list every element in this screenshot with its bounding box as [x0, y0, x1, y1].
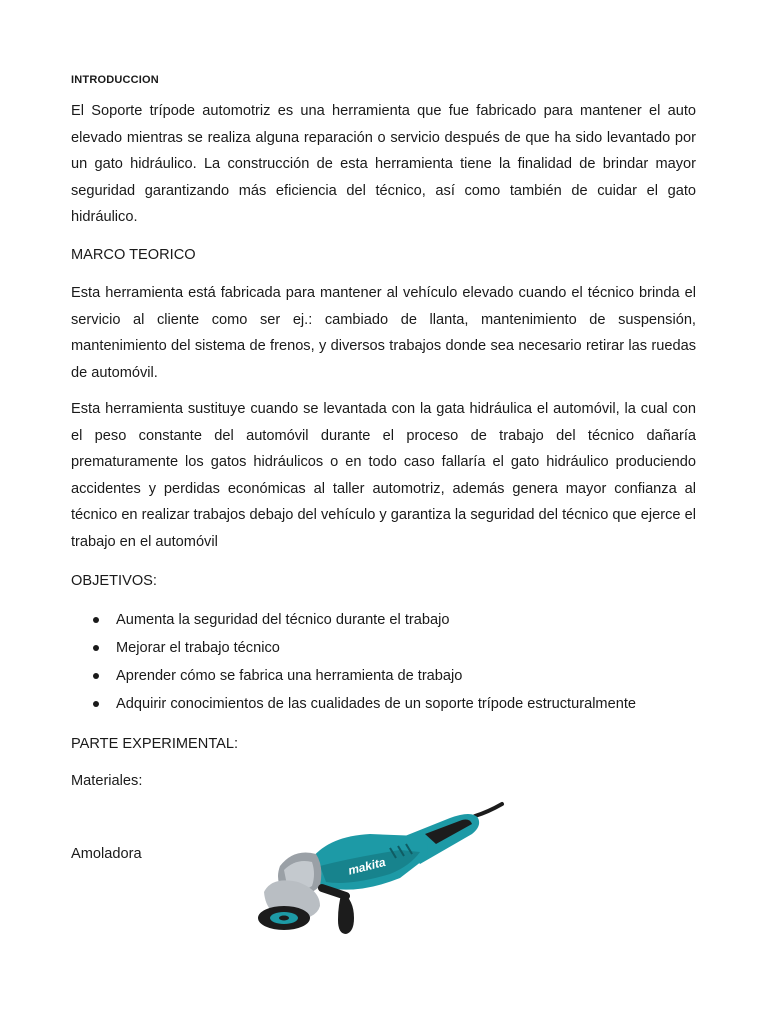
intro-paragraph: El Soporte trípode automotriz es una herramienta que fue fabricado para mantener el auto elevado mientras se realiza alguna reparación o servicio después de que ha sido levantado por un gato hidráulico. La construcción de esta herramienta tiene la finalidad de brindar mayor seguridad garantizando más eficiencia del técnico, así como también de cuidar el gato hidráulico. — [71, 103, 696, 225]
list-item — [71, 662, 636, 690]
bullet-icon — [93, 673, 99, 679]
objetivos-list — [71, 606, 636, 718]
bullet-icon — [93, 645, 99, 651]
marco-paragraph-1: Esta herramienta está fabricada para mantener al vehículo elevado cuando el técnico brinda el servicio al cliente como ser ej.: cambiado de llanta, mantenimiento de suspensión, mantenimiento del sistema de frenos, y diversos trabajos donde sea necesario retirar las ruedas de automóvil. — [71, 285, 696, 381]
list-item — [71, 690, 636, 718]
marco-paragraph-2: Esta herramienta sustituye cuando se levantada con la gata hidráulica el automóvil, la cual con el peso constante del automóvil durante el proceso de trabajo del técnico dañaría prematuramente los gatos hidráulicos o en todo caso fallaría el gato hidráulico produciendo accidentes y perdidas económicas al taller automotriz, además genera mayor confianza al técnico en realizar trabajos debajo del vehículo y garantiza la seguridad del técnico que ejerce el trabajo en el automóvil — [71, 401, 696, 550]
marco-teorico-heading: MARCO TEORICO — [71, 247, 196, 263]
list-item — [71, 606, 636, 634]
bullet-icon — [93, 701, 99, 707]
list-item — [71, 634, 636, 662]
angle-grinder-photo — [250, 796, 510, 941]
list-item-text: Adquirir conocimientos de las cualidades de un soporte trípode estructuralmente — [116, 696, 636, 712]
materiales-heading: Materiales: — [71, 773, 143, 789]
list-item-text: Aprender cómo se fabrica una herramienta de trabajo — [116, 668, 463, 684]
list-item-text: Mejorar el trabajo técnico — [116, 640, 280, 656]
parte-experimental-heading: PARTE EXPERIMENTAL: — [71, 736, 239, 752]
list-item-text: Aumenta la seguridad del técnico durante el trabajo — [116, 612, 450, 628]
objetivos-heading: OBJETIVOS: — [71, 573, 157, 589]
bullet-icon — [93, 617, 99, 623]
brand-text: makita — [346, 854, 387, 878]
material-amoladora-label: Amoladora — [71, 846, 142, 862]
intro-heading: INTRODUCCION — [71, 74, 159, 86]
